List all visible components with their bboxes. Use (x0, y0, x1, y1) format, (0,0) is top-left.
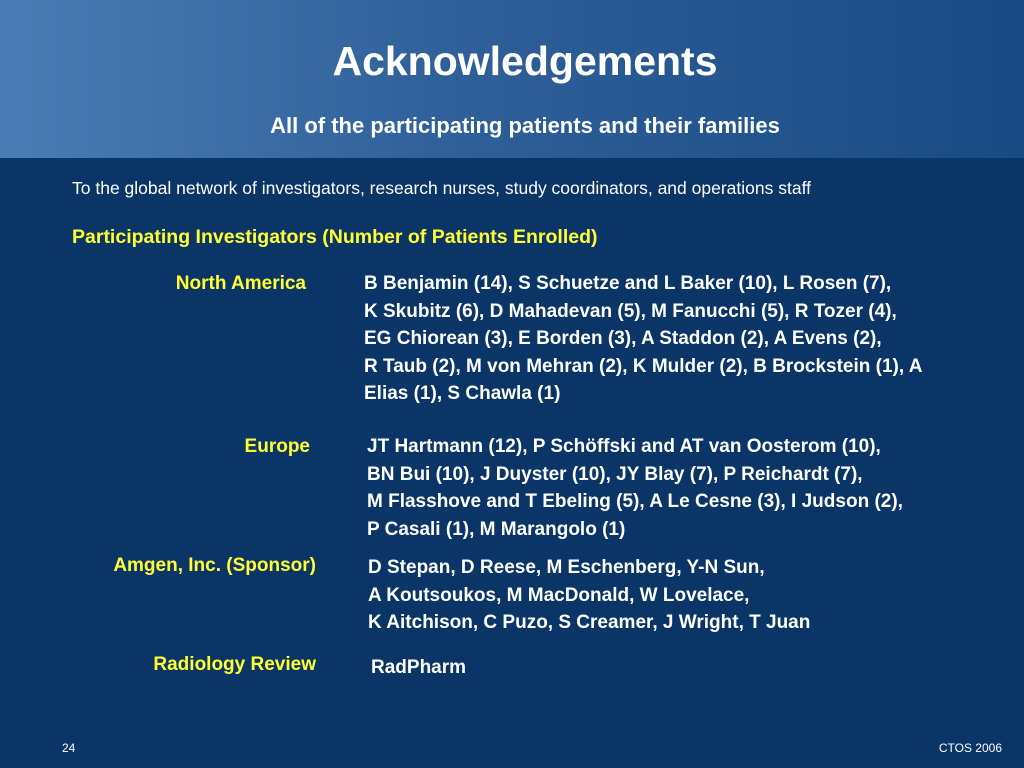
list-line: EG Chiorean (3), E Borden (3), A Staddon (2), A Evens (2), (364, 328, 882, 349)
list-line: Elias (1), S Chawla (1) (364, 383, 561, 404)
list-line: A Koutsoukos, M MacDonald, W Lovelace, (368, 584, 750, 606)
list-line: K Aitchison, C Puzo, S Creamer, J Wright, T Juan (368, 612, 811, 633)
group-list-sponsor (368, 554, 810, 637)
list-line: RadPharm (371, 657, 467, 678)
group-label-europe: Europe (244, 436, 310, 457)
list-line: JT Hartmann (12), P Schöffski and AT van Oosterom (10), (367, 436, 881, 457)
group-label-north-america: North America (175, 273, 306, 294)
list-line: M Flasshove and T Ebeling (5), A Le Cesne (3), I Judson (2), (367, 491, 903, 512)
slide-subtitle: All of the participating patients and their families (270, 113, 780, 138)
list-line: P Casali (1), M Marangolo (1) (367, 518, 626, 540)
group-list-radiology (371, 654, 466, 682)
list-line: K Skubitz (6), D Mahadevan (5), M Fanucchi (5), R Tozer (4), (364, 300, 897, 322)
footer-conference: CTOS 2006 (938, 741, 1002, 755)
list-line: B Benjamin (14), S Schuetze and L Baker (10), L Rosen (7), (364, 273, 892, 294)
slide-title: Acknowledgements (332, 38, 718, 84)
list-line: R Taub (2), M von Mehran (2), K Mulder (2), B Brockstein (1), A (364, 355, 923, 377)
list-line: D Stepan, D Reese, M Eschenberg, Y-N Sun, (368, 557, 765, 578)
page-number: 24 (62, 741, 76, 755)
group-label-radiology: Radiology Review (153, 654, 316, 675)
section-heading: Participating Investigators (Number of Patients Enrolled) (72, 226, 598, 248)
group-list-europe (367, 433, 903, 543)
list-line: BN Bui (10), J Duyster (10), JY Blay (7), P Reichardt (7), (367, 463, 863, 485)
group-list-north-america (364, 270, 922, 408)
group-label-sponsor: Amgen, Inc. (Sponsor) (113, 555, 316, 576)
intro-text: To the global network of investigators, research nurses, study coordinators, and operations staff (72, 178, 811, 198)
